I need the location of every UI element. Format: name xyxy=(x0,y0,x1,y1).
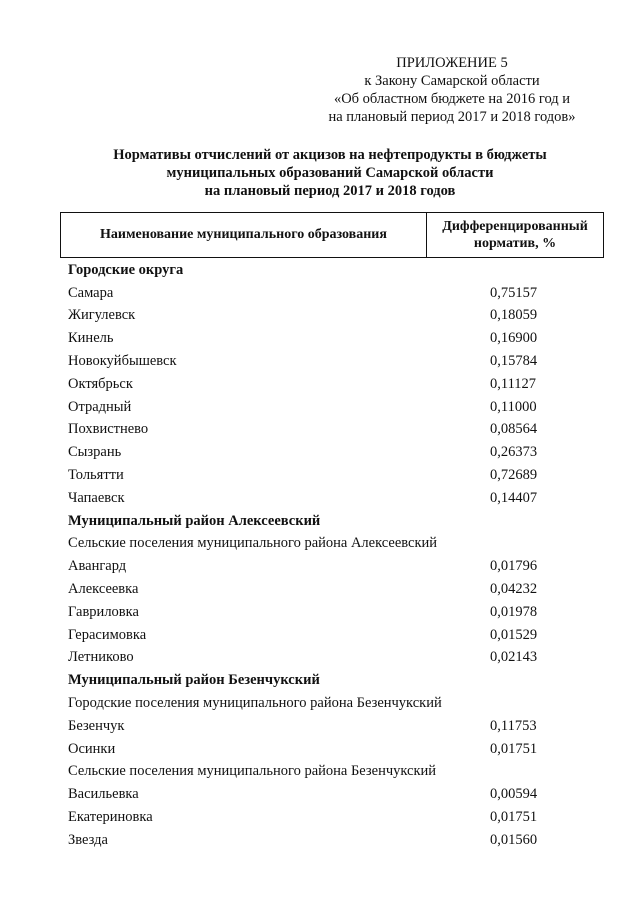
column-header-name: Наименование муниципального образования xyxy=(61,213,427,257)
municipality-name: Екатериновка xyxy=(68,808,153,825)
column-header-norm xyxy=(427,213,603,257)
title-line-2: муниципальных образований Самарской области xyxy=(166,165,494,181)
table-row xyxy=(68,394,600,417)
table-row xyxy=(68,827,600,850)
norm-value: 0,01796 xyxy=(490,558,538,575)
appendix-law-title-cont: на плановый период 2017 и 2018 годов» xyxy=(328,109,576,125)
table-row xyxy=(68,485,600,508)
table-row xyxy=(68,804,600,827)
norm-value: 0,15784 xyxy=(490,352,538,369)
title-line-3: на плановый период 2017 и 2018 годов xyxy=(204,183,456,199)
subsection-heading-row xyxy=(68,531,600,554)
norm-value: 0,08564 xyxy=(490,421,538,438)
document-title xyxy=(60,146,600,200)
municipality-name: Самара xyxy=(68,284,114,301)
norm-value: 0,18059 xyxy=(490,307,538,324)
table-row xyxy=(68,645,600,668)
municipality-name: Похвистнево xyxy=(68,421,149,438)
municipality-name: Сельские поселения муниципального района Алексеевский xyxy=(68,535,438,552)
municipality-name: Муниципальный район Алексеевский xyxy=(68,512,321,529)
column-header-norm-line2: норматив, % xyxy=(473,236,557,251)
table-row xyxy=(68,325,600,348)
norm-value: 0,01751 xyxy=(490,740,538,757)
table-row xyxy=(68,713,600,736)
appendix-header xyxy=(302,54,602,126)
table-row xyxy=(68,417,600,440)
title-line-1: Нормативы отчислений от акцизов на нефтепродукты в бюджеты xyxy=(113,147,547,163)
municipality-name: Муниципальный район Безенчукский xyxy=(68,672,320,689)
municipality-name: Сызрань xyxy=(68,444,122,461)
municipality-name: Звезда xyxy=(68,831,108,848)
norm-value: 0,26373 xyxy=(490,444,538,461)
municipality-name: Октябрьск xyxy=(68,375,133,392)
norm-value: 0,16900 xyxy=(490,330,538,347)
norm-value: 0,01529 xyxy=(490,626,538,643)
municipality-name: Новокуйбышевск xyxy=(68,352,177,369)
table-row xyxy=(68,462,600,485)
section-heading-row xyxy=(68,667,600,690)
municipality-name: Сельские поселения муниципального района Безенчукский xyxy=(68,763,437,780)
table-row xyxy=(68,781,600,804)
municipality-name: Тольятти xyxy=(68,466,124,483)
table-row xyxy=(68,599,600,622)
municipality-name: Гавриловка xyxy=(68,603,139,620)
table-row xyxy=(68,736,600,759)
table-row xyxy=(68,371,600,394)
municipality-name: Городские округа xyxy=(68,261,184,278)
norm-value: 0,11000 xyxy=(490,398,537,415)
appendix-label: ПРИЛОЖЕНИЕ 5 xyxy=(396,55,508,71)
norm-value: 0,02143 xyxy=(490,649,538,666)
municipality-name: Безенчук xyxy=(68,717,125,734)
column-header-norm-line1: Дифференцированный xyxy=(442,219,588,234)
section-heading-row xyxy=(68,508,600,531)
norm-value: 0,11753 xyxy=(490,717,537,734)
table-row xyxy=(68,622,600,645)
table-body xyxy=(68,257,600,850)
norm-value: 0,00594 xyxy=(490,786,538,803)
norm-value: 0,01751 xyxy=(490,808,538,825)
table-row xyxy=(68,553,600,576)
norm-value: 0,72689 xyxy=(490,466,538,483)
appendix-law-ref: к Закону Самарской области xyxy=(364,73,540,89)
municipality-name: Чапаевск xyxy=(68,489,125,506)
norm-value: 0,11127 xyxy=(490,375,537,392)
municipality-name: Жигулевск xyxy=(68,307,136,324)
municipality-name: Авангард xyxy=(68,558,127,575)
table-row xyxy=(68,348,600,371)
municipality-name: Летниково xyxy=(68,649,134,666)
municipality-name: Алексеевка xyxy=(68,580,139,597)
municipality-name: Осинки xyxy=(68,740,116,757)
municipality-name: Городские поселения муниципального района Безенчукский xyxy=(68,694,442,711)
table-row xyxy=(68,439,600,462)
norm-value: 0,01560 xyxy=(490,831,538,848)
norm-value: 0,01978 xyxy=(490,603,538,620)
table-header xyxy=(60,212,604,258)
subsection-heading-row xyxy=(68,690,600,713)
table-row xyxy=(68,576,600,599)
municipality-name: Отрадный xyxy=(68,398,132,415)
municipality-name: Васильевка xyxy=(68,786,139,803)
norm-value: 0,04232 xyxy=(490,580,538,597)
appendix-law-title: «Об областном бюджете на 2016 год и xyxy=(333,91,571,107)
norm-value: 0,75157 xyxy=(490,284,538,301)
municipality-name: Кинель xyxy=(68,330,114,347)
table-row xyxy=(68,280,600,303)
section-heading-row xyxy=(68,257,600,280)
subsection-heading-row xyxy=(68,759,600,782)
norm-value: 0,14407 xyxy=(490,489,538,506)
table-row xyxy=(68,303,600,326)
municipality-name: Герасимовка xyxy=(68,626,147,643)
